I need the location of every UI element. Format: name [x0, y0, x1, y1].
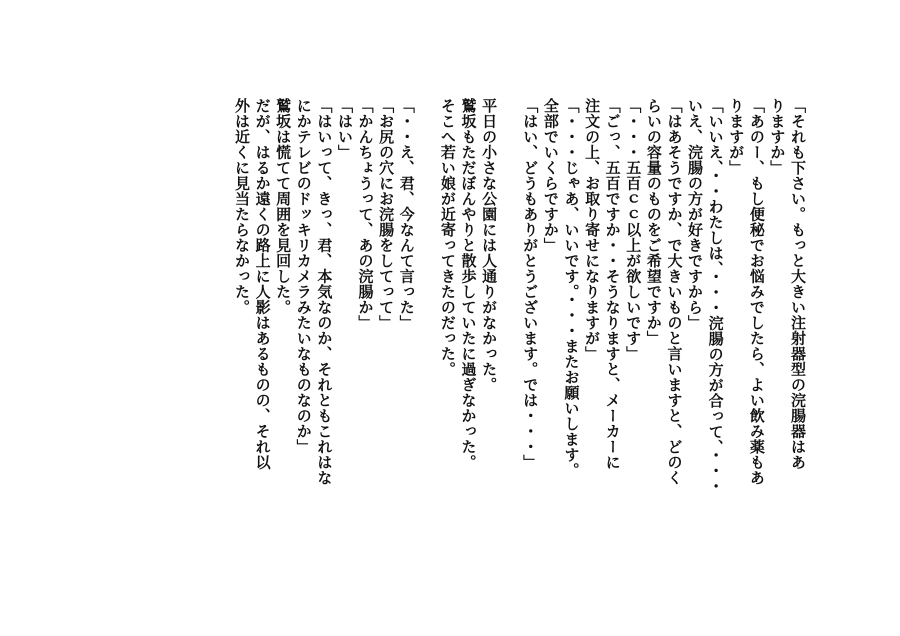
- text-line: 「はい、どうもありがとうございます。では・・・」: [521, 98, 540, 470]
- paragraph-gap: [417, 98, 438, 578]
- text-line: 「それも下さい。もっと大きい注射器型の浣腸器はあ: [789, 98, 807, 470]
- text-line: 「お尻の穴にお浣腸をしてって」: [377, 98, 396, 331]
- paragraph-gap: [499, 98, 520, 578]
- text-line: そこへ若い娘が近寄ってきたのだった。: [438, 98, 457, 377]
- body-text: [108, 98, 808, 578]
- text-line: 「・・・じゃあ、いいです。・・・またお願いします。: [562, 98, 581, 478]
- text-line: いえ、浣腸の方が好きですから」: [686, 98, 705, 331]
- text-line: 平日の小さな公園には人通りがなかった。: [480, 98, 499, 393]
- text-line: だが、はるか遠くの路上に人影はあるものの、それ以: [253, 98, 272, 470]
- text-line: 「・・・五百ｃｃ以上が欲しいです」: [624, 98, 643, 362]
- text-line: 全部でいくらですか」: [541, 98, 560, 253]
- text-line: 「はい」: [335, 98, 354, 160]
- text-line: 「ごっ、五百ですか・・そうなりますと、メーカーに: [603, 98, 622, 470]
- text-line: にかテレビのドッキリカメラみたいなものなのか」: [294, 98, 313, 455]
- text-line: らいの容量のものをご希望ですか」: [644, 98, 663, 346]
- text-line: りますが」: [727, 98, 746, 176]
- text-line: 注文の上、お取り寄せになりますが」: [583, 98, 602, 362]
- text-line: 「かんちょうって、あの浣腸か」: [356, 98, 375, 331]
- text-line: 「あのー、もし便秘でお悩みでしたら、よい飲み薬もあ: [747, 98, 766, 486]
- text-line: 鷲坂もただぼんやりと散歩していたに過ぎなかった。: [459, 98, 478, 470]
- text-line: 鷲坂は慌てて周囲を見回した。: [274, 98, 293, 315]
- text-line: 「はいって、きっ、君、本気なのか、それともこれはな: [315, 98, 334, 486]
- text-line: 「・・え、君、今なんて言った」: [397, 98, 416, 331]
- text-line: 「いいえ、・・わたしは、・・・浣腸の方が合って、・・・: [706, 98, 725, 494]
- text-line: 「はあそうですか、で大きいものと言いますと、どのく: [665, 98, 684, 486]
- text-line: りますか」: [768, 98, 787, 176]
- text-line: 外は近くに見当たらなかった。: [232, 98, 251, 315]
